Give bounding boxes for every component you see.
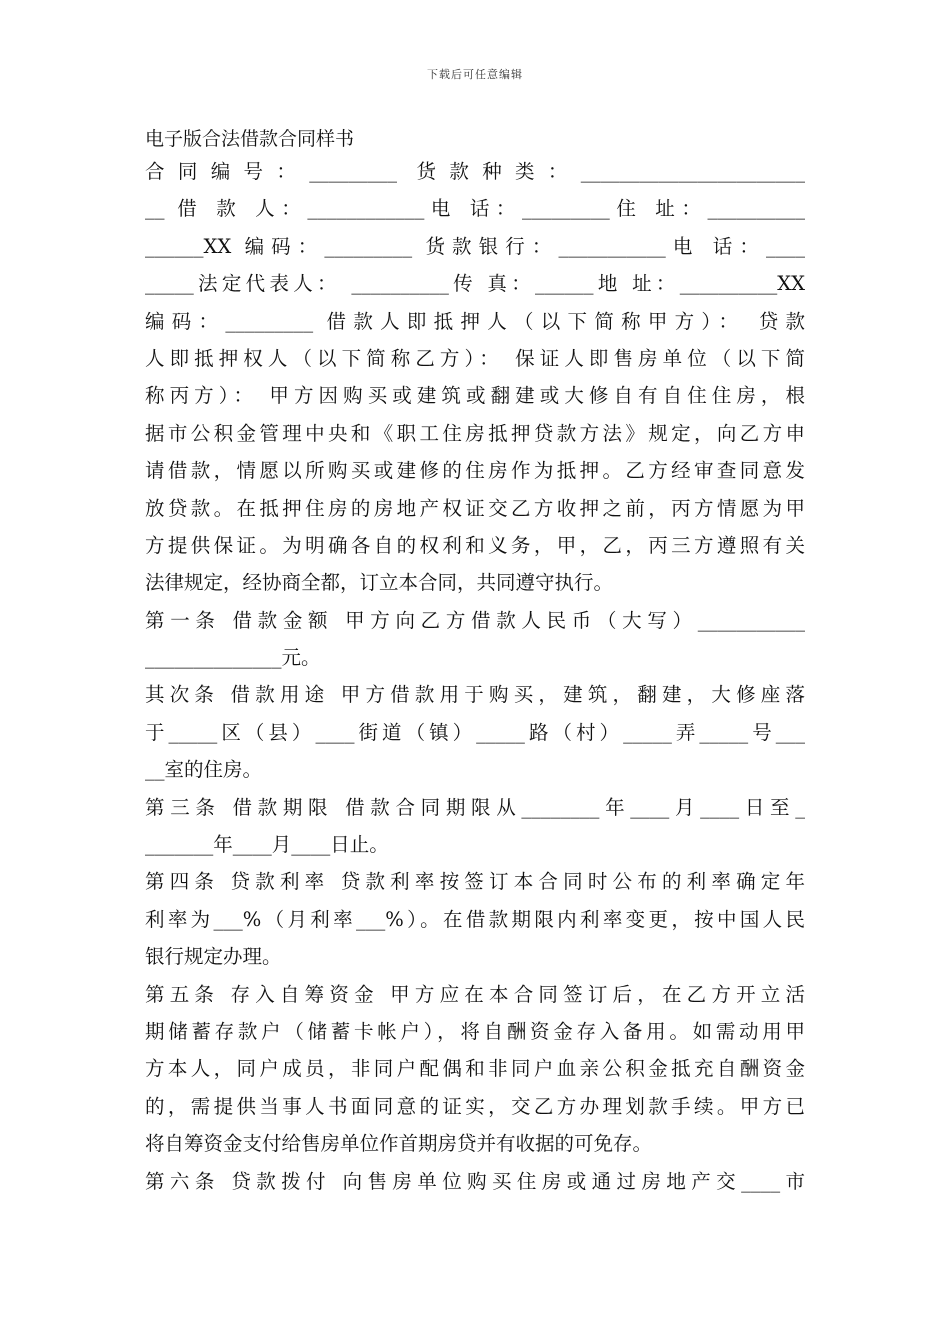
- body-line: 合同编号：_________ 货款种类：_______________________: [145, 160, 805, 183]
- body-line: 编码：_________ 借款人即抵押人（以下简称甲方）： 贷款: [145, 309, 805, 333]
- body-line: 称丙方）： 甲方因购买或建筑或翻建或大修自有自住住房，根: [145, 384, 805, 408]
- body-line: ______XX 编码：_________ 货款银行：___________电 话：____: [145, 234, 805, 258]
- page-header: 下载后可任意编辑: [427, 68, 523, 81]
- body-line: 将自筹资金支付给售房单位作首期房贷并有收据的可免存。: [145, 1132, 653, 1156]
- body-line: 第三条 借款期限 借款合同期限从________年____月____日至_: [145, 795, 805, 819]
- body-line: 法律规定，经协商全都，订立本合同，共同遵守执行。: [145, 571, 614, 595]
- body-line: 第五条 存入自筹资金 甲方应在本合同签订后，在乙方开立活: [145, 982, 805, 1006]
- body-line: 放贷款。在抵押住房的房地产权证交乙方收押之前，丙方情愿为甲: [145, 496, 805, 520]
- body-line: 其次条 借款用途 甲方借款用于购买，建筑，翻建，大修座落: [145, 683, 805, 707]
- body-line: 的，需提供当事人书面同意的证实，交乙方办理划款手续。甲方已: [145, 1094, 805, 1118]
- body-line: ______________元。: [145, 646, 321, 670]
- body-line: __ 借 款 人：____________电 话：_________住 址：__________: [145, 197, 805, 221]
- body-line: 据市公积金管理中央和《职工住房抵押贷款方法》规定，向乙方申: [145, 421, 805, 445]
- body-line: 方提供保证。为明确各自的权利和义务，甲，乙，丙三方遵照有关: [145, 533, 805, 557]
- body-line: 请借款，情愿以所购买或建修的住房作为抵押。乙方经审查同意发: [145, 459, 805, 483]
- body-line: 第六条 贷款拨付 向售房单位购买住房或通过房地产交____市: [145, 1169, 805, 1193]
- document-title: 电子版合法借款合同样书: [145, 128, 355, 150]
- body-line: 第四条 贷款利率 贷款利率按签订本合同时公布的利率确定年: [145, 870, 805, 894]
- body-line: 利率为___%（月利率___%）。在借款期限内利率变更，按中国人民: [145, 907, 805, 931]
- body-line: 银行规定办理。: [145, 945, 282, 969]
- body-line: 期储蓄存款户（储蓄卡帐户），将自酬资金存入备用。如需动用甲: [145, 1019, 805, 1043]
- body-line: 于_____区（县）____街道（镇）_____路（村）_____弄_____号___: [145, 720, 805, 744]
- contract-body: [145, 153, 805, 1200]
- body-line: 方本人，同户成员，非同户配偶和非同户血亲公积金抵充自酬资金: [145, 1057, 805, 1081]
- body-line: _______年____月____日止。: [145, 833, 389, 857]
- body-line: 第一条 借款金额 甲方向乙方借款人民币（大写）___________: [145, 608, 805, 632]
- body-line: 人即抵押权人（以下简称乙方）： 保证人即售房单位（以下简: [145, 346, 805, 370]
- body-line: _____法定代表人： __________传 真：______地 址：__________XX: [145, 272, 805, 296]
- body-line: __室的住房。: [145, 758, 263, 782]
